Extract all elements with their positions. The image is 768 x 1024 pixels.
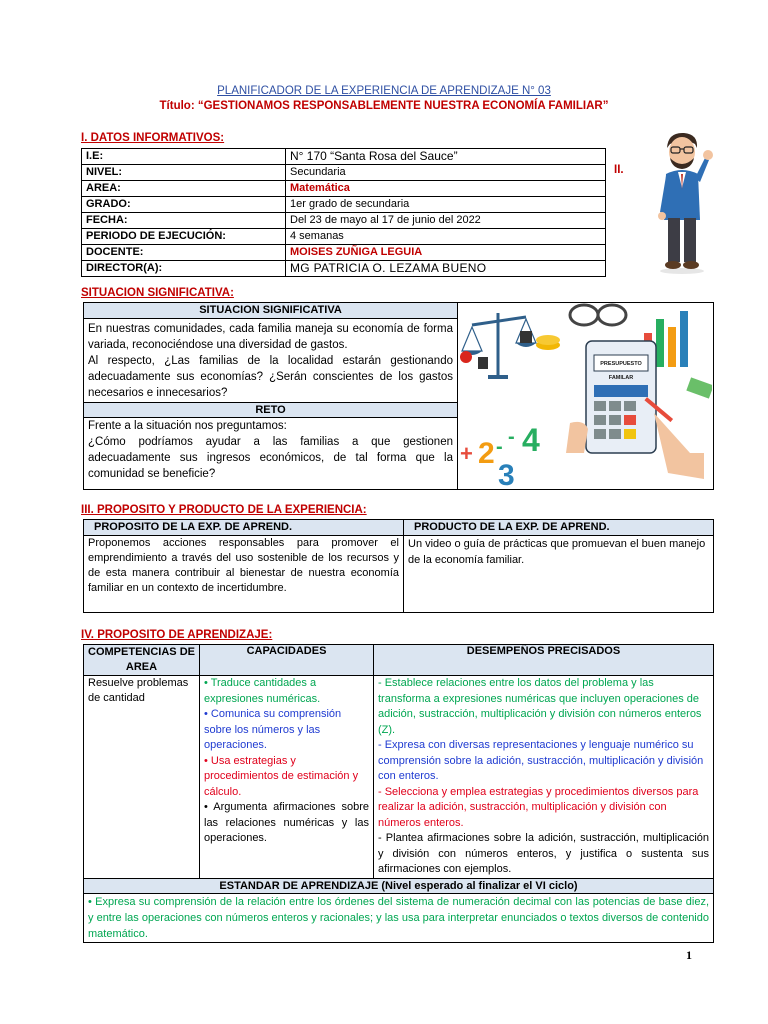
situacion-image-cell: [458, 303, 714, 490]
datos-row: [82, 245, 606, 261]
desempeno-item: - Plantea afirmaciones sobre la adición, sustracción, multiplicación y división con números enteros, y justifica o sustenta sus afirmaciones con ejemplos.: [378, 832, 709, 875]
minus-sign-2: -: [508, 426, 515, 448]
datos-value: MOISES ZUÑIGA LEGUIA: [286, 245, 606, 261]
desempeno-item: - Expresa con diversas representaciones y lenguaje numérico su comprensión sobre la adición, sustracción, multiplicación y división con enteros.: [378, 739, 704, 782]
reto-paragraph-1: Frente a la situación nos preguntamos:: [88, 420, 287, 433]
estandar-title: ESTANDAR DE APRENDIZAJE (Nivel esperado al finalizar el VI ciclo): [84, 878, 714, 893]
proposito-col1-text: Proponemos acciones responsables para promover el emprendimiento a través del uso sostenible de los recursos y de esta manera contribuir al bienestar de nuestra economía familiar en un contexto de incertidumbre.: [84, 536, 404, 613]
datos-label: PERIODO DE EJECUCIÓN:: [82, 229, 286, 245]
datos-label: DIRECTOR(A):: [82, 261, 286, 277]
situacion-text-cell: [84, 319, 458, 403]
number-two: 2: [478, 437, 495, 470]
section-ii-label: II.: [614, 164, 624, 176]
datos-label: AREA:: [82, 181, 286, 197]
section-aprendizaje-title: IV. PROPOSITO DE APRENDIZAJE:: [81, 629, 273, 641]
capacidades-header: CAPACIDADES: [200, 645, 374, 676]
datos-row: [82, 261, 606, 277]
proposito-col2-header: PRODUCTO DE LA EXP. DE APREND.: [404, 520, 714, 536]
number-three: 3: [498, 459, 515, 489]
datos-row: [82, 165, 606, 181]
datos-label: I.E:: [82, 149, 286, 165]
datos-value: Del 23 de mayo al 17 de junio del 2022: [286, 213, 606, 229]
proposito-col1-header: PROPOSITO DE LA EXP. DE APREND.: [84, 520, 404, 536]
capacidad-item: • Usa estrategias y procedimientos de estimación y cálculo.: [204, 754, 359, 798]
situacion-paragraph-2: Al respecto, ¿Las familias de la localidad estarán gestionando adecuadamente sus economías? ¿Serán conscientes de los gastos necesarios e innecesarios?: [88, 355, 453, 400]
page-number: 1: [686, 948, 692, 962]
capacidad-item: • Argumenta afirmaciones sobre las relaciones numéricas y las operaciones.: [204, 801, 369, 844]
section-datos-title: I. DATOS INFORMATIVOS:: [81, 132, 225, 144]
section-proposito-title: III. PROPOSITO Y PRODUCTO DE LA EXPERIENCIA:: [81, 504, 367, 516]
datos-row: [82, 197, 606, 213]
reto-paragraph-2: ¿Cómo podríamos ayudar a las familias a que gestionen adecuadamente sus ingresos económicos, de tal forma que la comunidad se beneficie?: [88, 436, 453, 481]
datos-value: MG PATRICIA O. LEZAMA BUENO: [286, 261, 606, 277]
datos-table: [81, 148, 606, 277]
datos-label: DOCENTE:: [82, 245, 286, 261]
situacion-box-title: SITUACION SIGNIFICATIVA: [84, 303, 458, 319]
desempenos-cell: [374, 676, 714, 879]
datos-label: FECHA:: [82, 213, 286, 229]
datos-value: 1er grado de secundaria: [286, 197, 606, 213]
situacion-table: [83, 302, 714, 490]
family-budget-illustration: [458, 303, 712, 489]
competencias-header: COMPETENCIAS DE AREA: [84, 645, 200, 676]
competencia-cell: Resuelve problemas de cantidad: [84, 676, 200, 879]
datos-value: Matemática: [286, 181, 606, 197]
document-subtitle: Título: “GESTIONAMOS RESPONSABLEMENTE NUESTRA ECONOMÍA FAMILIAR”: [159, 100, 609, 112]
teacher-avatar-illustration: [650, 128, 714, 276]
desempenos-header: DESEMPEÑOS PRECISADOS: [374, 645, 714, 676]
capacidades-cell: [200, 676, 374, 879]
number-four: 4: [522, 422, 540, 458]
budget-label-line2: FAMILAR: [608, 375, 634, 381]
document-title: PLANIFICADOR DE LA EXPERIENCIA DE APRENDIZAJE N° 03: [217, 85, 551, 97]
situacion-paragraph-1: En nuestras comunidades, cada familia maneja su economía de forma variada, reconociéndose una diversidad de gastos.: [88, 323, 453, 352]
minus-sign-1: -: [496, 436, 503, 458]
section-situacion-title: SITUACION SIGNIFICATIVA:: [81, 287, 234, 299]
datos-row: [82, 149, 606, 165]
datos-value: Secundaria: [286, 165, 606, 181]
reto-text-cell: [84, 418, 458, 490]
proposito-table: [83, 519, 714, 613]
datos-row: [82, 229, 606, 245]
datos-label: NIVEL:: [82, 165, 286, 181]
datos-value: 4 semanas: [286, 229, 606, 245]
datos-label: GRADO:: [82, 197, 286, 213]
capacidad-item: • Traduce cantidades a expresiones numéricas.: [204, 677, 321, 705]
desempeno-item: - Selecciona y emplea estrategias y procedimientos diversos para realizar la adición, sustracción, multiplicación y división con números enteros.: [378, 785, 699, 829]
datos-row: [82, 181, 606, 197]
desempeno-item: - Establece relaciones entre los datos del problema y las transforma a expresiones numéricas que incluyen operaciones de adición, sustracción, multiplicación y división con números enteros (Z).: [378, 677, 702, 736]
plus-sign: +: [460, 441, 473, 466]
proposito-col2-text: Un video o guía de prácticas que promuevan el buen manejo de la economía familiar.: [404, 536, 714, 613]
capacidad-item: • Comunica su comprensión sobre los números y las operaciones.: [204, 708, 342, 751]
budget-label-line1: PRESUPUESTO: [600, 361, 642, 367]
aprendizaje-table: [83, 644, 714, 943]
estandar-text: • Expresa su comprensión de la relación entre los órdenes del sistema de numeración decimal con las potencias de base diez, y entre las operaciones con números enteros y racionales; y las usa para interpretar enunciados o textos diversos de contenido matemático.: [84, 893, 714, 942]
reto-title: RETO: [84, 403, 458, 418]
datos-value: N° 170 “Santa Rosa del Sauce”: [286, 149, 606, 165]
datos-row: [82, 213, 606, 229]
